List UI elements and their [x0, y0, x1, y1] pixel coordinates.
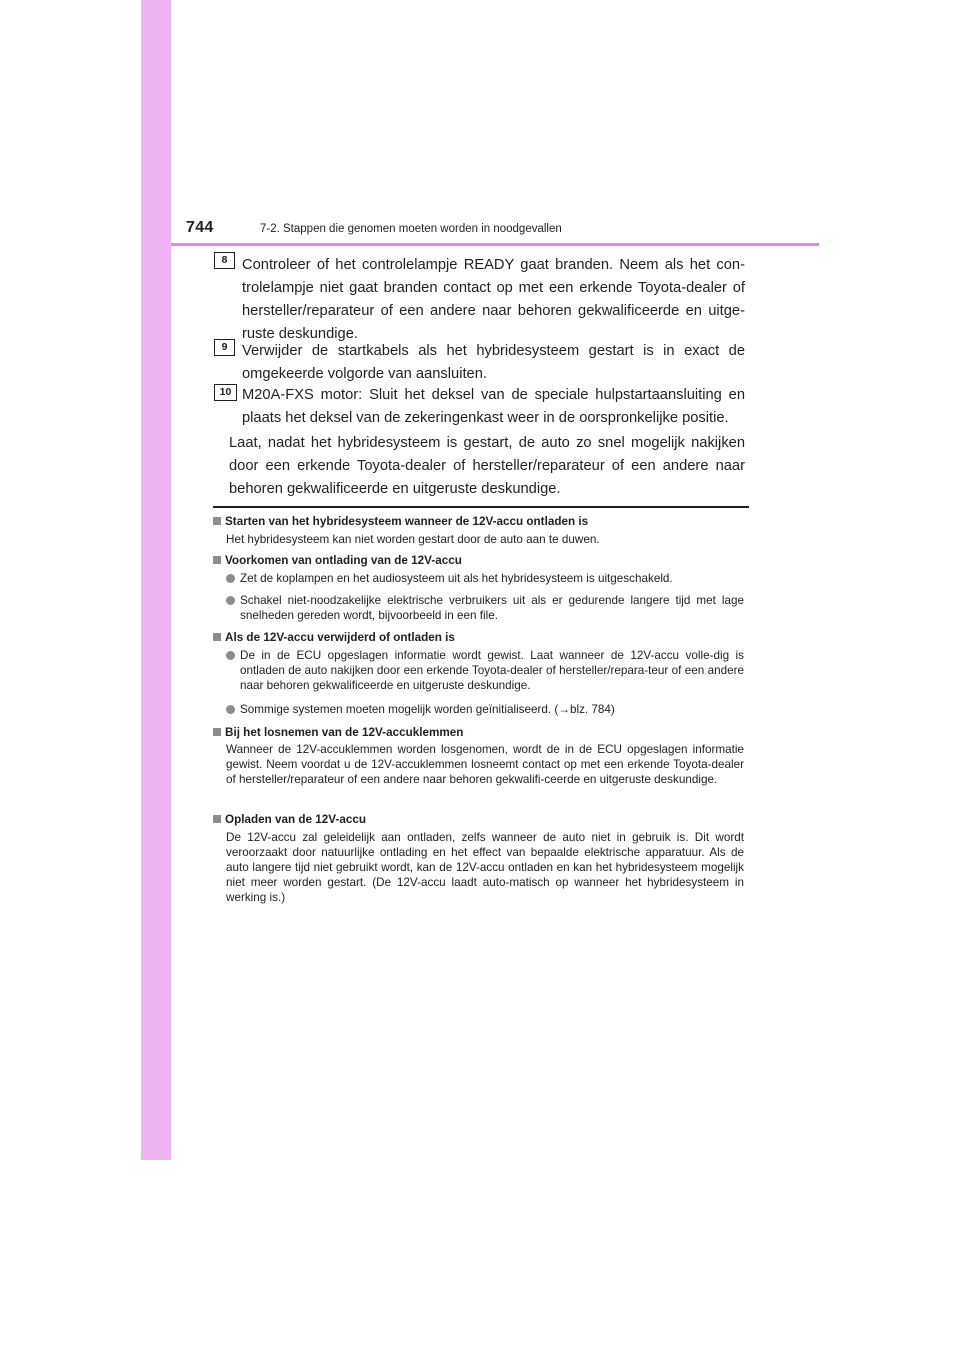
- info-body-charging: De 12V-accu zal geleidelijk aan ontladen, zelfs wanneer de auto niet in gebruik is. Dit wordt veroorzaakt door natuurlijke ontlading en het effect van bepaalde elektrische apparatuur. Als de auto langere tijd niet gebruikt wordt, kan de 12V-accu ontladen en kan het hybridesysteem mogelijk niet meer worden gestart. (De 12V-accu laadt auto-matisch op wanneer het hybridesysteem in werking is.): [226, 831, 744, 904]
- step-text-10: M20A-FXS motor: Sluit het deksel van de speciale hulpstartaansluiting en plaats het deksel van de zekeringenkast weer in de oorspronkelijke positie.: [242, 387, 745, 426]
- round-bullet-icon: [226, 596, 235, 605]
- page-number: 744: [186, 219, 214, 236]
- step-text-9: Verwijder de startkabels als het hybridesysteem gestart is in exact de omgekeerde volgorde van aansluiten.: [242, 343, 745, 382]
- info-heading-removed-or-discharged: [213, 630, 749, 645]
- round-bullet-icon: [226, 705, 235, 714]
- square-bullet-icon: [213, 633, 221, 641]
- chapter-tab-strip: [141, 0, 171, 1160]
- info-heading-prevent-discharge: [213, 553, 749, 568]
- info-heading-text: Als de 12V-accu verwijderd of ontladen is: [225, 631, 455, 644]
- info-heading-text: Starten van het hybridesysteem wanneer de 12V-accu ontladen is: [225, 515, 589, 528]
- step-badge-10: 10: [214, 384, 237, 401]
- info-heading-disconnecting-terminals: [213, 725, 749, 740]
- section-divider: [213, 506, 749, 508]
- square-bullet-icon: [213, 815, 221, 823]
- step-badge-9: 9: [214, 339, 235, 356]
- round-bullet-icon: [226, 651, 235, 660]
- round-bullet-icon: [226, 574, 235, 583]
- square-bullet-icon: [213, 556, 221, 564]
- step-text-8: Controleer of het controlelampje READY gaat branden. Neem als het con-trolelampje niet gaat branden contact op met een erkende Toyota-dealer of hersteller/reparateur of een andere naar behoren gekwalificeerde en uitge-ruste deskundige.: [242, 257, 745, 342]
- info-heading-text: Voorkomen van ontlading van de 12V-accu: [225, 554, 462, 567]
- info-body-disconnecting-terminals: Wanneer de 12V-accuklemmen worden losgenomen, wordt de in de ECU opgeslagen informatie gewist. Neem voordat u de 12V-accuklemmen losneemt contact op met een erkende Toyota-dealer of hersteller/reparateur of een andere naar behoren gekwalifi-ceerde en uitgeruste deskundige.: [226, 743, 744, 786]
- list-item: De in de ECU opgeslagen informatie wordt gewist. Laat wanneer de 12V-accu volle-dig is ontladen de auto nakijken door een erkende Toyota-dealer of hersteller/repara-teur of een andere naar behoren gekwalificeerde en uitgeruste deskundige.: [226, 648, 744, 693]
- list-item: Schakel niet-noodzakelijke elektrische verbruikers uit als er gedurende langere tijd met lage snelheden gereden wordt, bijvoorbeeld in een file.: [226, 593, 744, 623]
- info-heading-starting: [213, 514, 749, 529]
- list-item: Zet de koplampen en het audiosysteem uit als het hybridesysteem is uitgeschakeld.: [226, 571, 744, 586]
- section-title: 7-2. Stappen die genomen moeten worden in noodgevallen: [260, 223, 562, 235]
- info-heading-text: Bij het losnemen van de 12V-accuklemmen: [225, 726, 464, 739]
- info-heading-text: Opladen van de 12V-accu: [225, 813, 366, 826]
- list-item: Sommige systemen moeten mogelijk worden geïnitialiseerd. (→blz. 784): [226, 702, 744, 717]
- square-bullet-icon: [213, 728, 221, 736]
- step-badge-8: 8: [214, 252, 235, 269]
- info-heading-charging: [213, 812, 749, 827]
- closing-note: Laat, nadat het hybridesysteem is gestart, de auto zo snel mogelijk nakijken door een erkende Toyota-dealer of hersteller/reparateur of een andere naar behoren gekwalificeerde en uitgeruste deskundige.: [229, 435, 745, 497]
- info-body-starting: Het hybridesysteem kan niet worden gestart door de auto aan te duwen.: [226, 533, 600, 546]
- header-rule: [171, 243, 819, 246]
- square-bullet-icon: [213, 517, 221, 525]
